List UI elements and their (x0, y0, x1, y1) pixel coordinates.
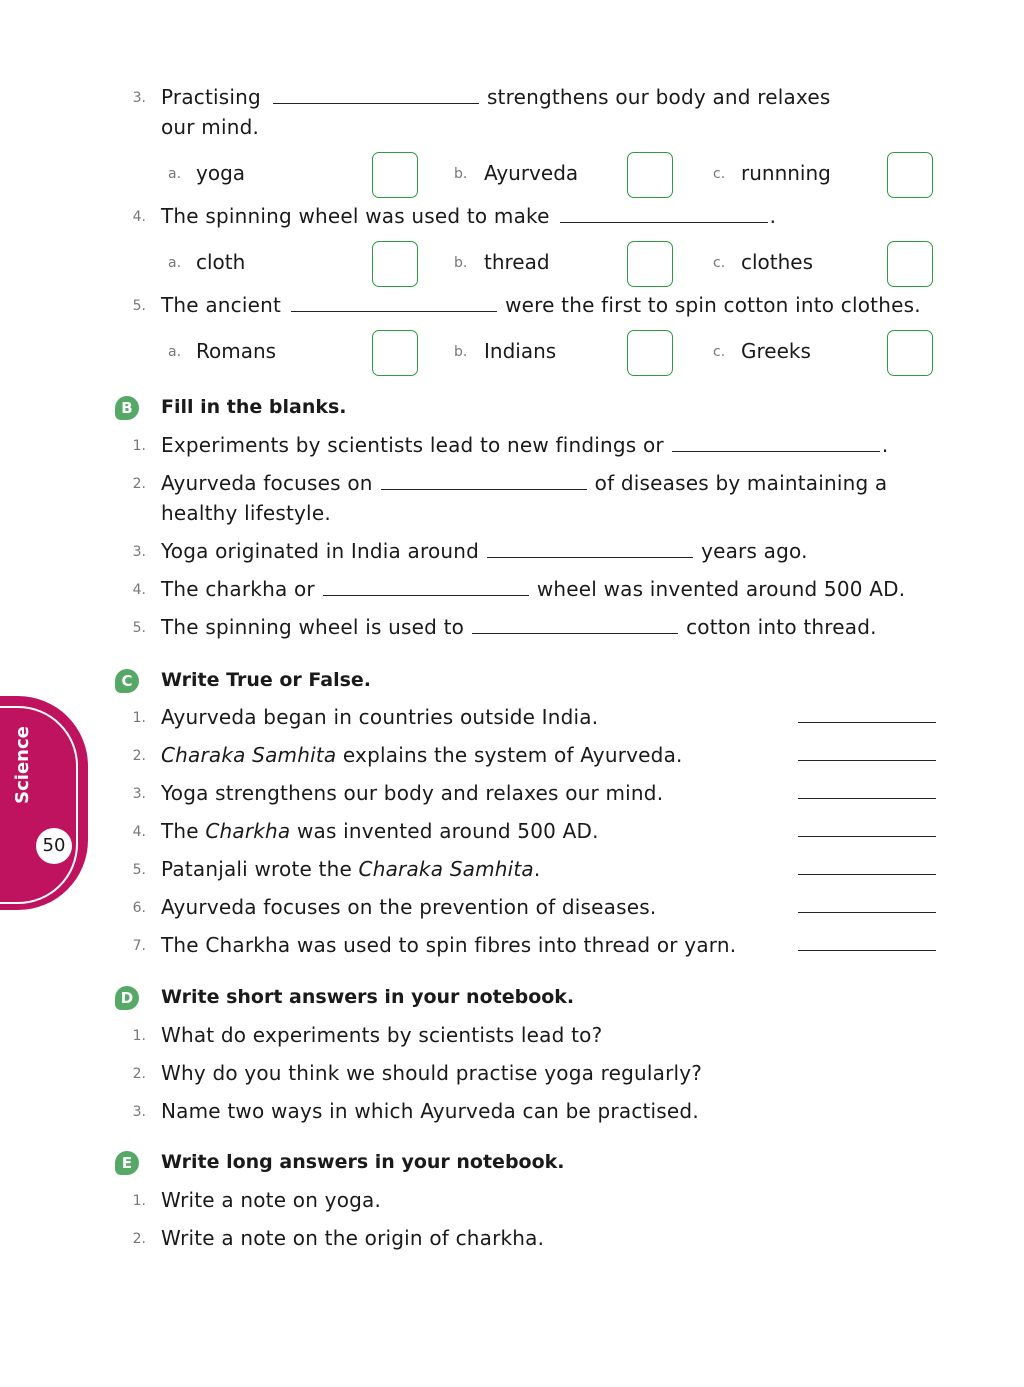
option-text: thread (484, 250, 550, 274)
true-false-statement: Charaka Samhita explains the system of Ayurveda. (161, 743, 683, 767)
answer-line[interactable] (798, 950, 936, 951)
item-number: 2. (132, 1066, 146, 1082)
question-number: 5. (132, 298, 146, 314)
item-number: 2. (132, 748, 146, 764)
fill-blank-item-line2: healthy lifestyle. (161, 501, 331, 525)
true-false-statement: The Charkha was used to spin fibres into thread or yarn. (161, 933, 737, 957)
fill-blank-item: The spinning wheel is used to cotton into thread. (161, 615, 877, 639)
item-number: 1. (132, 438, 146, 454)
question-number: 3. (132, 90, 146, 106)
item-number: 1. (132, 710, 146, 726)
short-answer-question: What do experiments by scientists lead to? (161, 1023, 603, 1047)
option-text: Indians (484, 339, 557, 363)
answer-blank[interactable] (560, 204, 768, 223)
item-number: 7. (132, 938, 146, 954)
answer-line[interactable] (798, 874, 936, 875)
answer-line[interactable] (798, 798, 936, 799)
option-letter: b. (454, 166, 468, 182)
item-number: 3. (132, 1104, 146, 1120)
option-letter: b. (454, 255, 468, 271)
answer-blank[interactable] (273, 85, 479, 104)
answer-line[interactable] (798, 836, 936, 837)
option-checkbox[interactable] (627, 330, 673, 376)
option-letter: c. (713, 166, 726, 182)
answer-line[interactable] (798, 760, 936, 761)
option-text: clothes (741, 250, 814, 274)
question-text: Practising strengthens our body and relaxes (161, 85, 831, 109)
option-text: runnning (741, 161, 831, 185)
option-text: Greeks (741, 339, 811, 363)
question-text: The ancient were the first to spin cotton into clothes. (161, 293, 921, 317)
section-heading: Write short answers in your notebook. (161, 986, 575, 1008)
option-letter: b. (454, 344, 468, 360)
item-number: 1. (132, 1028, 146, 1044)
true-false-statement: Yoga strengthens our body and relaxes our mind. (161, 781, 664, 805)
item-number: 3. (132, 544, 146, 560)
short-answer-question: Why do you think we should practise yoga regularly? (161, 1061, 703, 1085)
subject-label: Science (12, 726, 33, 804)
option-checkbox[interactable] (887, 152, 933, 198)
option-checkbox[interactable] (627, 152, 673, 198)
question-text: The spinning wheel was used to make . (161, 204, 777, 228)
true-false-statement: Ayurveda began in countries outside India. (161, 705, 599, 729)
answer-blank[interactable] (291, 293, 497, 312)
option-text: Romans (196, 339, 277, 363)
question-text-line2: our mind. (161, 115, 260, 139)
option-letter: a. (168, 344, 182, 360)
item-number: 6. (132, 900, 146, 916)
fill-blank-item: The charkha or wheel was invented around 500 AD. (161, 577, 906, 601)
option-letter: a. (168, 255, 182, 271)
option-checkbox[interactable] (627, 241, 673, 287)
answer-blank[interactable] (487, 539, 693, 558)
option-checkbox[interactable] (887, 241, 933, 287)
true-false-statement: Patanjali wrote the Charaka Samhita. (161, 857, 541, 881)
section-heading: Write long answers in your notebook. (161, 1151, 565, 1173)
option-checkbox[interactable] (372, 330, 418, 376)
answer-blank[interactable] (381, 471, 587, 490)
section-badge: E (115, 1151, 139, 1175)
answer-blank[interactable] (323, 577, 529, 596)
item-number: 2. (132, 1231, 146, 1247)
item-number: 2. (132, 476, 146, 492)
long-answer-question: Write a note on the origin of charkha. (161, 1226, 545, 1250)
short-answer-question: Name two ways in which Ayurveda can be practised. (161, 1099, 699, 1123)
true-false-statement: The Charkha was invented around 500 AD. (161, 819, 599, 843)
question-number: 4. (132, 209, 146, 225)
option-checkbox[interactable] (372, 152, 418, 198)
item-number: 1. (132, 1193, 146, 1209)
item-number: 4. (132, 582, 146, 598)
item-number: 4. (132, 824, 146, 840)
fill-blank-item: Experiments by scientists lead to new findings or . (161, 433, 889, 457)
fill-blank-item: Yoga originated in India around years ago. (161, 539, 808, 563)
page-number: 50 (36, 828, 72, 864)
fill-blank-item: Ayurveda focuses on of diseases by maintaining a (161, 471, 888, 495)
answer-line[interactable] (798, 912, 936, 913)
item-number: 5. (132, 620, 146, 636)
option-text: Ayurveda (484, 161, 579, 185)
section-badge: C (115, 669, 139, 693)
item-number: 3. (132, 786, 146, 802)
answer-line[interactable] (798, 722, 936, 723)
true-false-statement: Ayurveda focuses on the prevention of diseases. (161, 895, 657, 919)
option-text: yoga (196, 161, 246, 185)
section-badge: B (115, 396, 139, 420)
item-number: 5. (132, 862, 146, 878)
long-answer-question: Write a note on yoga. (161, 1188, 382, 1212)
option-text: cloth (196, 250, 246, 274)
option-letter: c. (713, 255, 726, 271)
option-letter: c. (713, 344, 726, 360)
section-heading: Fill in the blanks. (161, 396, 347, 418)
answer-blank[interactable] (672, 433, 880, 452)
section-heading: Write True or False. (161, 669, 372, 691)
section-badge: D (115, 986, 139, 1010)
option-checkbox[interactable] (372, 241, 418, 287)
option-checkbox[interactable] (887, 330, 933, 376)
answer-blank[interactable] (472, 615, 678, 634)
option-letter: a. (168, 166, 182, 182)
